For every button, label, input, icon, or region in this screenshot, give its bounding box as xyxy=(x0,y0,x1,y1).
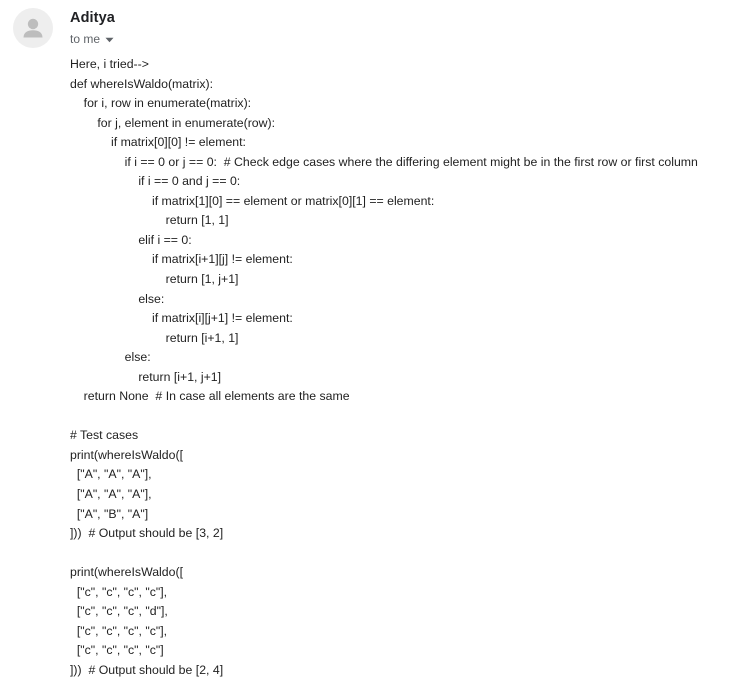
message-body-line xyxy=(70,407,742,427)
message-body-line: if matrix[1][0] == element or matrix[0][1] == element: xyxy=(70,193,435,208)
message-body-line: ["c", "c", "c", "d"], xyxy=(70,604,168,619)
message-body-line: if i == 0 or j == 0: # Check edge cases where the differing element might be in the first row or first column xyxy=(70,154,698,169)
message-body-line: if matrix[i+1][j] != element: xyxy=(70,252,293,267)
message-body-line: if matrix[i][j+1] != element: xyxy=(70,311,293,326)
message-body-line: # Test cases xyxy=(70,428,139,443)
message-body-line: Here, i tried--> xyxy=(70,57,149,71)
message-body-line xyxy=(70,544,742,564)
message-body-line: for j, element in enumerate(row): xyxy=(70,115,276,130)
message-body-line: if i == 0 and j == 0: xyxy=(70,174,241,189)
caret-down-icon xyxy=(105,31,114,47)
message-body-line: return [1, j+1] xyxy=(70,272,239,287)
recipient-details-toggle[interactable] xyxy=(70,30,114,47)
message-body-line: ["A", "B", "A"] xyxy=(70,506,149,521)
message-body-line: ["A", "A", "A"], xyxy=(70,467,152,482)
message-body-line: elif i == 0: xyxy=(70,232,192,247)
message-body-line: return [1, 1] xyxy=(70,213,229,228)
message-body xyxy=(70,55,742,681)
message-body-line: return None # In case all elements are the same xyxy=(70,389,350,404)
message-body-line: ])) # Output should be [3, 2] xyxy=(70,526,224,541)
message-body-line: ["c", "c", "c", "c"], xyxy=(70,584,168,599)
message-body-line: def whereIsWaldo(matrix): xyxy=(70,76,214,91)
message-body-line: print(whereIsWaldo([ xyxy=(70,565,183,580)
person-icon xyxy=(13,8,53,48)
message-body-line: print(whereIsWaldo([ xyxy=(70,447,183,462)
message-body-line: ["A", "A", "A"], xyxy=(70,487,152,502)
message-body-line: for i, row in enumerate(matrix): xyxy=(70,96,252,111)
message-body-line: if matrix[0][0] != element: xyxy=(70,135,246,150)
message-body-line: ["c", "c", "c", "c"], xyxy=(70,623,168,638)
message-body-line: return [i+1, 1] xyxy=(70,330,239,345)
recipient-label: to me xyxy=(70,31,101,46)
message-body-line: ])) # Output should be [2, 4] xyxy=(70,662,224,677)
message-body-line: else: xyxy=(70,291,165,306)
message-body-line: else: xyxy=(70,350,151,365)
sender-name[interactable]: Aditya xyxy=(70,10,115,26)
message-body-line: return [i+1, j+1] xyxy=(70,369,222,384)
sender-avatar[interactable] xyxy=(13,8,53,48)
message-body-line: ["c", "c", "c", "c"] xyxy=(70,643,164,658)
